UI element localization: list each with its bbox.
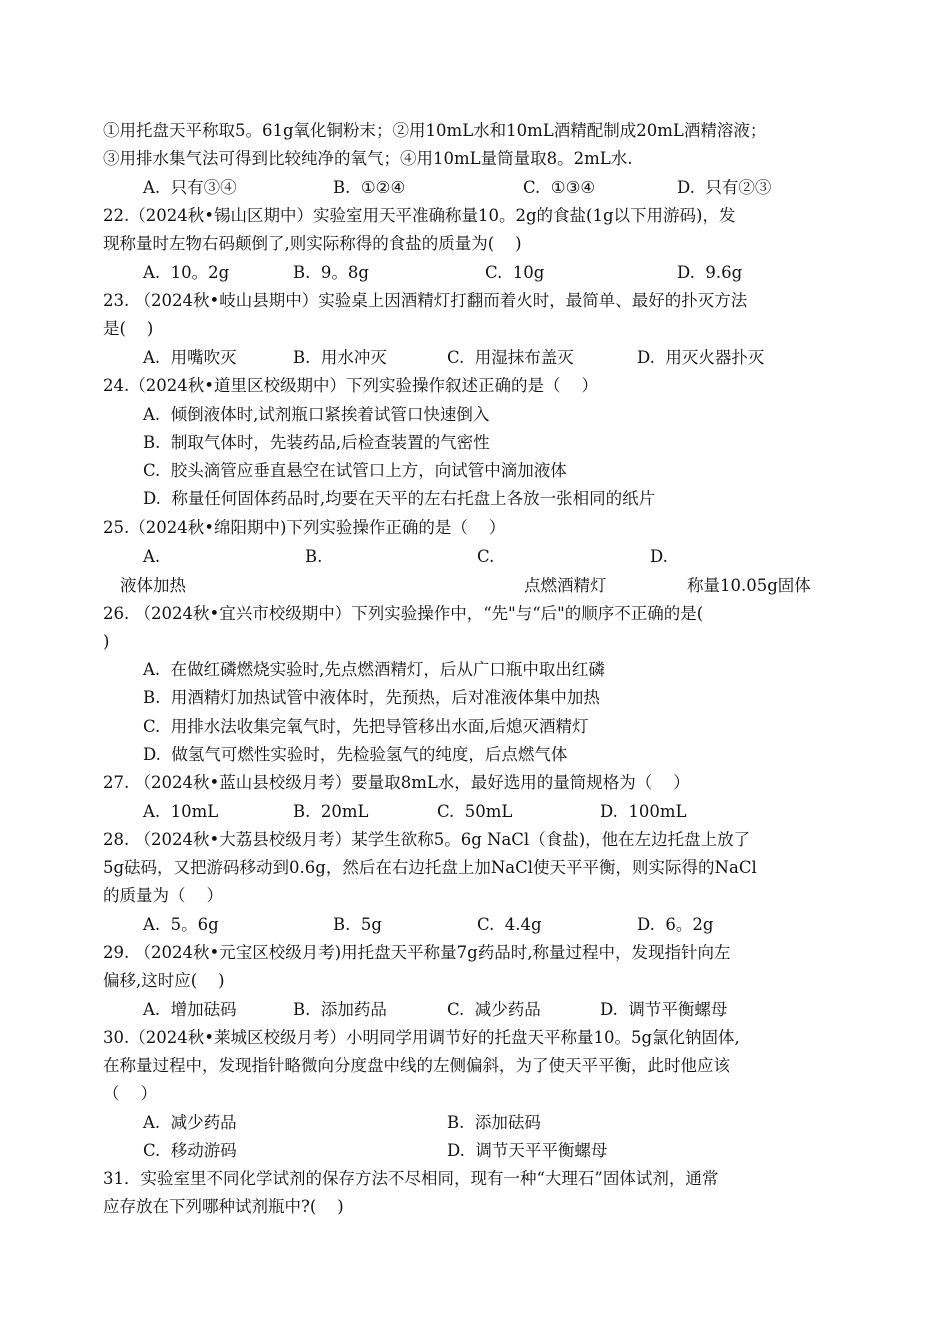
option-d: D. 调节天平平衡螺母 bbox=[447, 1141, 608, 1160]
question-text: 偏移,这时应( ) bbox=[103, 971, 225, 990]
question-31: 31．实验室里不同化学试剂的保存方法不尽相同，现有一种“大理石”固体试剂，通常 bbox=[103, 1169, 719, 1188]
option-a: A. 倾倒液体时,试剂瓶口紧挨着试管口快速倒入 bbox=[143, 405, 490, 424]
option-d: D. 6。2g bbox=[637, 915, 714, 934]
question-24: 24.（2024秋•道里区校级期中）下列实验操作叙述正确的是（ ） bbox=[103, 376, 598, 395]
option-b: B. 制取气体时，先装药品,后检查装置的气密性 bbox=[143, 433, 490, 452]
option-c: C. 用湿抹布盖灭 bbox=[447, 348, 574, 367]
option-b: B. bbox=[305, 547, 323, 566]
option-c: C. bbox=[477, 547, 495, 566]
question-text: 在称量过程中，发现指针略微向分度盘中线的左侧偏斜，为了使天平平衡，此时他应该 bbox=[103, 1056, 730, 1075]
question-text: ) bbox=[103, 632, 110, 651]
question-27: 27. （2024秋•蓝山县校级月考）要量取8mL水，最好选用的量筒规格为（ ） bbox=[103, 773, 690, 792]
option-a: A. bbox=[143, 547, 161, 566]
question-23: 23. （2024秋•岐山县期中）实验桌上因酒精灯打翻而着火时，最简单、最好的扑灭方法 bbox=[103, 291, 748, 310]
question-text: 是( ) bbox=[103, 319, 154, 338]
option-b: B. ①②④ bbox=[333, 178, 406, 197]
option-c: C. 移动游码 bbox=[143, 1141, 237, 1160]
option-b: B. 5g bbox=[333, 915, 382, 934]
question-text: ③用排水集气法可得到比较纯净的氧气；④用10mL量筒量取8。2mL水. bbox=[103, 149, 633, 168]
option-d: D. 做氢气可燃性实验时，先检验氢气的纯度，后点燃气体 bbox=[143, 745, 568, 764]
option-b: B. 添加药品 bbox=[293, 1000, 387, 1019]
question-30: 30.（2024秋•莱城区校级月考）小明同学用调节好的托盘天平称量10。5g氯化钠固体, bbox=[103, 1028, 740, 1047]
option-a: A. 增加砝码 bbox=[143, 1000, 237, 1019]
option-b: B. 9。8g bbox=[293, 263, 369, 282]
option-d-caption: 称量10.05g固体 bbox=[687, 576, 811, 595]
option-a: A. 10。2g bbox=[143, 263, 230, 282]
option-c: C. 用排水法收集完氧气时，先把导管移出水面,后熄灭酒精灯 bbox=[143, 717, 589, 736]
option-c: C. 胶头滴管应垂直悬空在试管口上方，向试管中滴加液体 bbox=[143, 461, 567, 480]
question-text: 5g砝码，又把游码移动到0.6g，然后在右边托盘上加NaCl使天平平衡，则实际得的NaCl bbox=[103, 858, 757, 877]
question-text: 现称量时左物右码颠倒了,则实际称得的食盐的质量为( ) bbox=[103, 234, 522, 253]
option-d: D. 用灭火器扑灭 bbox=[637, 348, 765, 367]
question-29: 29. （2024秋•元宝区校级月考)用托盘天平称量7g药品时,称量过程中，发现指针向左 bbox=[103, 943, 731, 962]
option-d: D. 调节平衡螺母 bbox=[600, 1000, 728, 1019]
option-b: B. 添加砝码 bbox=[447, 1113, 541, 1132]
option-d: D. bbox=[650, 547, 668, 566]
question-25: 25.（2024秋•绵阳期中)下列实验操作正确的是（ ） bbox=[103, 518, 506, 537]
option-c: C. 4.4g bbox=[477, 915, 542, 934]
option-a: A. 5。6g bbox=[143, 915, 219, 934]
option-c: C. 减少药品 bbox=[447, 1000, 541, 1019]
option-d: D. 只有②③ bbox=[677, 178, 772, 197]
option-d: D. 9.6g bbox=[677, 263, 743, 282]
option-c: C. 50mL bbox=[437, 802, 513, 821]
option-a: A. 减少药品 bbox=[143, 1113, 237, 1132]
question-text: （ ） bbox=[103, 1084, 157, 1103]
question-text: 应存放在下列哪种试剂瓶中?( ) bbox=[103, 1197, 344, 1216]
option-a: A. 在做红磷燃烧实验时,先点燃酒精灯，后从广口瓶中取出红磷 bbox=[143, 660, 605, 679]
option-a: A. 用嘴吹灭 bbox=[143, 348, 237, 367]
option-a: A. 只有③④ bbox=[143, 178, 237, 197]
question-22: 22.（2024秋•锡山区期中）实验室用天平准确称量10。2g的食盐(1g以下用游码)，发 bbox=[103, 206, 736, 225]
option-b: B. 20mL bbox=[293, 802, 369, 821]
question-28: 28. （2024秋•大荔县校级月考）某学生欲称5。6g NaCl（食盐)，他在左边托盘上放了 bbox=[103, 830, 751, 849]
question-text: 的质量为（ ） bbox=[103, 886, 223, 905]
option-a: A. 10mL bbox=[143, 802, 219, 821]
option-c-caption: 点燃酒精灯 bbox=[524, 576, 607, 595]
question-text: ①用托盘天平称取5。61g氧化铜粉末；②用10mL水和10mL酒精配制成20mL酒精溶液； bbox=[103, 121, 767, 140]
question-26: 26. （2024秋•宜兴市校级期中）下列实验操作中，“先"与“后"的顺序不正确的是( bbox=[103, 604, 704, 623]
option-b: B. 用水冲灭 bbox=[293, 348, 387, 367]
option-d: D. 100mL bbox=[600, 802, 687, 821]
option-c: C. ①③④ bbox=[523, 178, 596, 197]
option-d: D. 称量任何固体药品时,均要在天平的左右托盘上各放一张相同的纸片 bbox=[143, 489, 656, 508]
option-c: C. 10g bbox=[485, 263, 545, 282]
option-a-caption: 液体加热 bbox=[120, 576, 186, 595]
option-b: B. 用酒精灯加热试管中液体时，先预热，后对准液体集中加热 bbox=[143, 688, 600, 707]
